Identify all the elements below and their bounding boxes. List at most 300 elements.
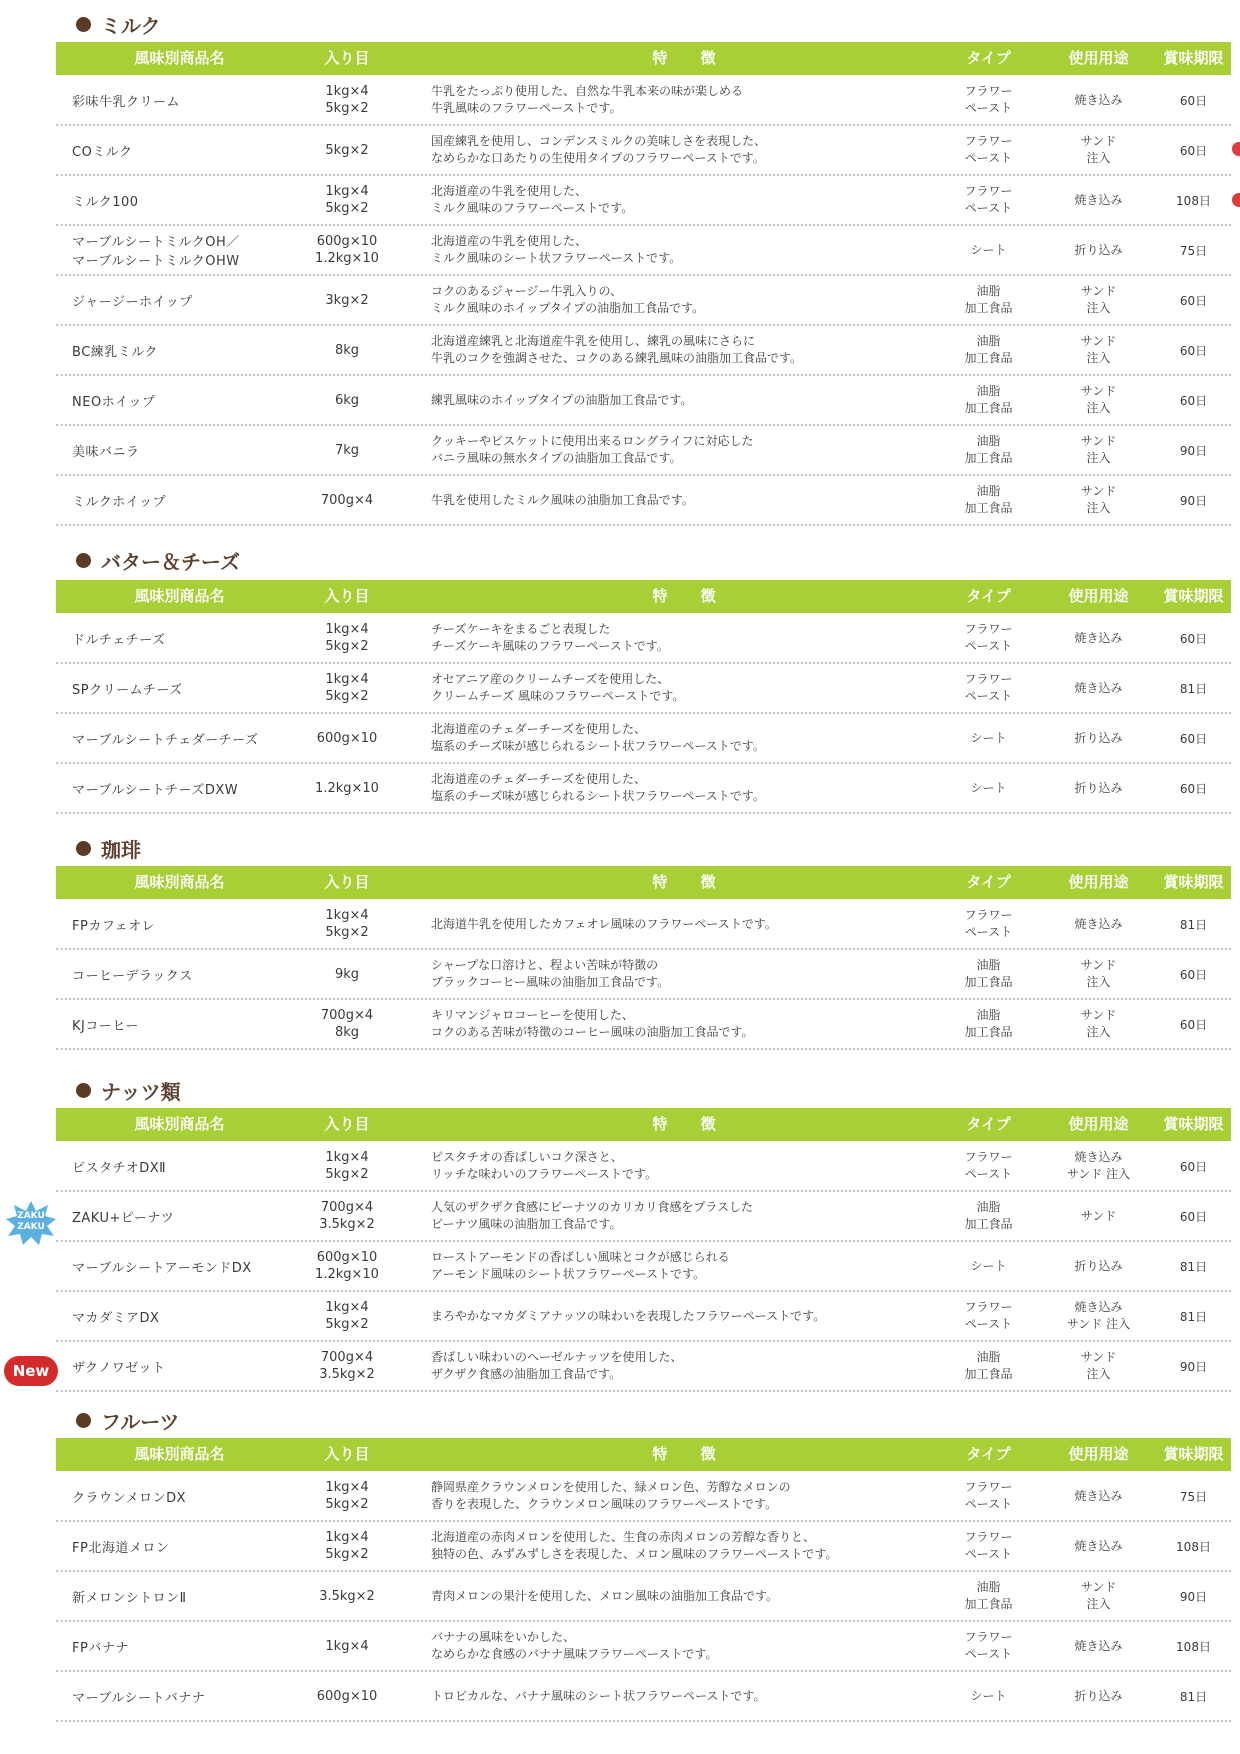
- pack-size-text: 700g×4: [320, 492, 374, 508]
- feature-text-text: 北海道産のチェダーチーズを使用した、 塩系のチーズ味が感じられるシート状フラワーペーストです。: [431, 722, 765, 753]
- bullet-icon: [76, 1413, 91, 1428]
- feature-text-text: 北海道産のチェダーチーズを使用した、 塩系のチーズ味が感じられるシート状フラワーペーストです。: [431, 772, 765, 803]
- pack-size: [281, 1242, 413, 1290]
- product-type-text: シート: [970, 1258, 1007, 1273]
- product-type-text: 油脂 加工食品: [964, 1350, 1013, 1381]
- feature-text-text: 香ばしい味わいのヘーゼルナッツを使用した、 ザクザク食感の油脂加工食品です。: [431, 1350, 683, 1381]
- usage: [1041, 1472, 1156, 1520]
- table-row: [56, 1000, 1231, 1050]
- section-title: [76, 832, 141, 864]
- product-name: [72, 1292, 287, 1340]
- header-use: 使用用途: [1068, 1445, 1129, 1463]
- product-type-text: フラワー ペースト: [964, 672, 1013, 703]
- usage: [1041, 1000, 1156, 1048]
- header-qty: 入り目: [324, 49, 370, 67]
- feature-text: [431, 1000, 951, 1048]
- usage: [1041, 1572, 1156, 1620]
- feature-text: [431, 276, 951, 324]
- feature-text: [431, 376, 951, 424]
- feature-text: [431, 950, 951, 998]
- product-type: [936, 664, 1041, 712]
- feature-text: [431, 900, 951, 948]
- bullet-icon: [76, 17, 91, 32]
- pack-size-text: 8kg: [334, 342, 360, 358]
- usage-text: 折り込み: [1074, 730, 1123, 745]
- product-type: [936, 1472, 1041, 1520]
- shelf-life: [1156, 714, 1231, 762]
- table-row: [56, 1192, 1231, 1242]
- feature-text-text: ローストアーモンドの香ばしい風味とコクが感じられる アーモンド風味のシート状フラワーペーストです。: [431, 1250, 730, 1281]
- usage-text: 焼き込み: [1074, 1488, 1123, 1503]
- table-row: [56, 950, 1231, 1000]
- product-type-text: フラワー ペースト: [964, 184, 1013, 215]
- feature-text-text: 北海道産の牛乳を使用した、 ミルク風味のフラワーペーストです。: [431, 184, 634, 215]
- feature-text: [431, 614, 951, 662]
- table-row: [56, 764, 1231, 814]
- feature-text-text: クッキーやビスケットに使用出来るロングライフに対応した バニラ風味の無水タイプの油脂加工食品です。: [431, 434, 754, 465]
- product-name: [72, 1522, 287, 1570]
- product-name: [72, 126, 287, 174]
- table-row: [56, 76, 1231, 126]
- feature-text: [431, 126, 951, 174]
- header-qty: 入り目: [324, 1115, 370, 1133]
- product-name: [72, 176, 287, 224]
- table-header: [56, 42, 1231, 75]
- usage-text: 焼き込み: [1074, 680, 1123, 695]
- product-type-text: 油脂 加工食品: [964, 1580, 1013, 1611]
- pack-size-text: 700g×4 3.5kg×2: [319, 1350, 375, 1382]
- usage: [1041, 1292, 1156, 1340]
- table-header: [56, 580, 1231, 613]
- product-type: [936, 714, 1041, 762]
- product-name-text: クラウンメロンDX: [72, 1490, 187, 1506]
- product-name-text: マーブルシートミルクOH／ マーブルシートミルクOHW: [72, 235, 240, 269]
- section-title: [76, 1404, 179, 1436]
- header-expiry: 賞味期限: [1163, 587, 1224, 605]
- product-name-text: FPカフェオレ: [72, 918, 156, 934]
- feature-text-text: 青肉メロンの果汁を使用した、メロン風味の油脂加工食品です。: [431, 1588, 779, 1603]
- shelf-life: [1156, 1192, 1231, 1240]
- product-type-text: フラワー ペースト: [964, 134, 1013, 165]
- product-type-text: フラワー ペースト: [964, 84, 1013, 115]
- shelf-life: [1156, 176, 1231, 224]
- product-type: [936, 276, 1041, 324]
- pack-size: [281, 126, 413, 174]
- shelf-life: [1156, 1622, 1231, 1670]
- feature-text-text: シャープな口溶けと、程よい苦味が特徴の ブラックコーヒー風味の油脂加工食品です。: [431, 958, 670, 989]
- header-type: タイプ: [966, 1445, 1011, 1463]
- header-type: タイプ: [966, 49, 1011, 67]
- shelf-life-text: 90日: [1179, 1359, 1208, 1374]
- table-header: [56, 1438, 1231, 1471]
- shelf-life-text: 60日: [1179, 631, 1208, 646]
- usage-text: サンド 注入: [1080, 958, 1117, 989]
- product-name-text: 彩味牛乳クリーム: [72, 94, 181, 110]
- product-type: [936, 426, 1041, 474]
- table-row: [56, 1142, 1231, 1192]
- product-name-text: ミルクホイップ: [72, 494, 166, 510]
- feature-text: [431, 1342, 951, 1390]
- product-type-text: フラワー ペースト: [964, 1530, 1013, 1561]
- pack-size: [281, 950, 413, 998]
- pack-size-text: 1kg×4 5kg×2: [325, 622, 369, 654]
- header-name: 風味別商品名: [134, 1445, 225, 1463]
- section-title: [76, 544, 240, 576]
- shelf-life: [1156, 614, 1231, 662]
- shelf-life-text: 60日: [1179, 781, 1208, 796]
- shelf-life-text: 60日: [1179, 731, 1208, 746]
- product-name: [72, 900, 287, 948]
- shelf-life: [1156, 1472, 1231, 1520]
- shelf-life-text: 60日: [1179, 1159, 1208, 1174]
- product-type: [936, 1242, 1041, 1290]
- shelf-life: [1156, 426, 1231, 474]
- feature-text: [431, 326, 951, 374]
- feature-text-text: 牛乳を使用したミルク風味の油脂加工食品です。: [431, 492, 694, 507]
- edge-mark-1: [1232, 142, 1240, 156]
- product-name: [72, 326, 287, 374]
- pack-size-text: 600g×10 1.2kg×10: [315, 234, 379, 266]
- product-name: [72, 1142, 287, 1190]
- pack-size-text: 1.2kg×10: [315, 780, 379, 796]
- shelf-life-text: 81日: [1179, 1259, 1208, 1274]
- feature-text: [431, 1142, 951, 1190]
- usage: [1041, 476, 1156, 524]
- new-badge: New: [4, 1356, 58, 1386]
- shelf-life: [1156, 76, 1231, 124]
- shelf-life-text: 60日: [1179, 1209, 1208, 1224]
- product-type-text: 油脂 加工食品: [964, 284, 1013, 315]
- product-type-text: フラワー ペースト: [964, 1480, 1013, 1511]
- shelf-life: [1156, 764, 1231, 812]
- usage: [1041, 376, 1156, 424]
- pack-size-text: 9kg: [334, 966, 360, 982]
- edge-mark-2: [1232, 193, 1240, 207]
- product-name-text: ピスタチオDXⅡ: [72, 1160, 167, 1176]
- table-row: [56, 126, 1231, 176]
- product-name: [72, 1192, 287, 1240]
- usage: [1041, 1342, 1156, 1390]
- pack-size: [281, 476, 413, 524]
- shelf-life: [1156, 376, 1231, 424]
- usage-text: 折り込み: [1074, 1688, 1123, 1703]
- section-title: [76, 8, 161, 40]
- table-row: [56, 1342, 1231, 1392]
- product-name: [72, 426, 287, 474]
- product-type: [936, 176, 1041, 224]
- feature-text: [431, 1622, 951, 1670]
- pack-size-text: 1kg×4 5kg×2: [325, 908, 369, 940]
- pack-size: [281, 1342, 413, 1390]
- shelf-life-text: 90日: [1179, 443, 1208, 458]
- product-type: [936, 1000, 1041, 1048]
- pack-size: [281, 326, 413, 374]
- header-qty: 入り目: [324, 1445, 370, 1463]
- pack-size-text: 600g×10: [316, 1688, 378, 1704]
- header-expiry: 賞味期限: [1163, 1445, 1224, 1463]
- pack-size-text: 700g×4 3.5kg×2: [319, 1200, 375, 1232]
- feature-text-text: まろやかなマカダミアナッツの味わいを表現したフラワーペーストです。: [431, 1308, 826, 1323]
- table-row: [56, 900, 1231, 950]
- section-title-text: ナッツ類: [101, 1079, 181, 1104]
- shelf-life: [1156, 1000, 1231, 1048]
- product-type-text: フラワー ペースト: [964, 622, 1013, 653]
- feature-text-text: 静岡県産クラウンメロンを使用した、緑メロン色、芳醇なメロンの 香りを表現した、クラウンメロン風味のフラワーペーストです。: [431, 1480, 791, 1511]
- feature-text-text: チーズケーキをまるごと表現した チーズケーキ風味のフラワーペーストです。: [431, 622, 669, 653]
- table-header: [56, 866, 1231, 899]
- pack-size: [281, 226, 413, 274]
- usage: [1041, 1672, 1156, 1720]
- product-name: [72, 1342, 287, 1390]
- feature-text-text: 北海道牛乳を使用したカフェオレ風味のフラワーペーストです。: [431, 916, 777, 931]
- feature-text: [431, 1192, 951, 1240]
- table-row: [56, 1522, 1231, 1572]
- product-type: [936, 326, 1041, 374]
- usage: [1041, 226, 1156, 274]
- product-name: [72, 950, 287, 998]
- usage-text: サンド 注入: [1080, 434, 1117, 465]
- pack-size: [281, 1622, 413, 1670]
- feature-text: [431, 176, 951, 224]
- product-type-text: 油脂 加工食品: [964, 384, 1013, 415]
- product-type: [936, 476, 1041, 524]
- header-use: 使用用途: [1068, 873, 1129, 891]
- usage: [1041, 664, 1156, 712]
- shelf-life-text: 75日: [1179, 1489, 1208, 1504]
- shelf-life-text: 75日: [1179, 243, 1208, 258]
- shelf-life-text: 81日: [1179, 1689, 1208, 1704]
- product-type-text: 油脂 加工食品: [964, 1008, 1013, 1039]
- table-row: [56, 276, 1231, 326]
- table-row: [56, 326, 1231, 376]
- pack-size-text: 3kg×2: [325, 292, 369, 308]
- product-name: [72, 1472, 287, 1520]
- shelf-life: [1156, 664, 1231, 712]
- product-type: [936, 1672, 1041, 1720]
- product-type-text: 油脂 加工食品: [964, 1200, 1013, 1231]
- product-type-text: フラワー ペースト: [964, 1630, 1013, 1661]
- pack-size-text: 5kg×2: [325, 142, 369, 158]
- pack-size: [281, 76, 413, 124]
- shelf-life-text: 60日: [1179, 1017, 1208, 1032]
- product-name: [72, 376, 287, 424]
- product-name: [72, 614, 287, 662]
- table-row: [56, 376, 1231, 426]
- shelf-life: [1156, 276, 1231, 324]
- pack-size-text: 6kg: [334, 392, 360, 408]
- header-name: 風味別商品名: [134, 1115, 225, 1133]
- feature-text-text: バナナの風味をいかした、 なめらかな食感のバナナ風味フラワーペーストです。: [431, 1630, 718, 1661]
- product-name: [72, 1572, 287, 1620]
- section-title-text: 珈琲: [101, 837, 141, 862]
- product-type: [936, 76, 1041, 124]
- section-title-text: フルーツ: [101, 1409, 180, 1434]
- header-feature: 特 徴: [652, 873, 730, 891]
- shelf-life-text: 108日: [1176, 193, 1211, 208]
- pack-size: [281, 764, 413, 812]
- header-feature: 特 徴: [652, 1115, 730, 1133]
- shelf-life-text: 90日: [1179, 493, 1208, 508]
- shelf-life: [1156, 900, 1231, 948]
- product-type-text: フラワー ペースト: [964, 1300, 1013, 1331]
- table-row: [56, 176, 1231, 226]
- section-title-text: バター＆チーズ: [101, 549, 240, 574]
- header-use: 使用用途: [1068, 1115, 1129, 1133]
- usage: [1041, 714, 1156, 762]
- product-name-text: FP北海道メロン: [72, 1540, 170, 1556]
- pack-size-text: 1kg×4: [325, 1638, 369, 1654]
- pack-size: [281, 1000, 413, 1048]
- shelf-life-text: 81日: [1179, 1309, 1208, 1324]
- table-header: [56, 1108, 1231, 1141]
- product-name-text: マーブルシートチーズDXW: [72, 782, 239, 798]
- feature-text-text: 練乳風味のホイップタイプの油脂加工食品です。: [431, 392, 693, 407]
- usage-text: サンド 注入: [1080, 1008, 1117, 1039]
- pack-size-text: 700g×4 8kg: [320, 1008, 374, 1040]
- pack-size: [281, 1292, 413, 1340]
- usage: [1041, 126, 1156, 174]
- table-row: [56, 1622, 1231, 1672]
- table-row: [56, 1292, 1231, 1342]
- product-name: [72, 76, 287, 124]
- pack-size-text: 1kg×4 5kg×2: [325, 1530, 369, 1562]
- feature-text: [431, 1472, 951, 1520]
- product-name-text: ジャージーホイップ: [72, 294, 193, 310]
- shelf-life: [1156, 950, 1231, 998]
- product-type-text: 油脂 加工食品: [964, 334, 1013, 365]
- usage-text: サンド 注入: [1080, 1580, 1117, 1611]
- usage: [1041, 1522, 1156, 1570]
- header-expiry: 賞味期限: [1163, 1115, 1224, 1133]
- header-use: 使用用途: [1068, 587, 1129, 605]
- feature-text: [431, 1522, 951, 1570]
- table-row: [56, 1572, 1231, 1622]
- pack-size-text: 1kg×4 5kg×2: [325, 84, 369, 116]
- table-row: [56, 476, 1231, 526]
- product-name: [72, 476, 287, 524]
- product-type: [936, 376, 1041, 424]
- feature-text-text: ピスタチオの香ばしいコク深さと、 リッチな味わいのフラワーペーストです。: [431, 1150, 657, 1181]
- pack-size-text: 3.5kg×2: [319, 1588, 375, 1604]
- feature-text: [431, 1242, 951, 1290]
- pack-size: [281, 1572, 413, 1620]
- usage-text: 焼き込み: [1074, 1638, 1123, 1653]
- usage-text: サンド 注入: [1080, 384, 1117, 415]
- bullet-icon: [76, 1083, 91, 1098]
- table-row: [56, 714, 1231, 764]
- pack-size-text: 600g×10: [316, 730, 378, 746]
- header-qty: 入り目: [324, 873, 370, 891]
- pack-size: [281, 1192, 413, 1240]
- product-name-text: ザクノワゼット: [72, 1360, 166, 1376]
- usage-text: サンド: [1080, 1208, 1117, 1223]
- product-name-text: ミルク100: [72, 194, 139, 210]
- shelf-life-text: 60日: [1179, 293, 1208, 308]
- feature-text-text: 北海道産の牛乳を使用した、 ミルク風味のシート状フラワーペーストです。: [431, 234, 682, 265]
- product-name-text: マカダミアDX: [72, 1310, 160, 1326]
- feature-text-text: 国産練乳を使用し、コンデンスミルクの美味しさを表現した、 なめらかな口あたりの生使用タイプのフラワーペーストです。: [431, 134, 767, 165]
- header-qty: 入り目: [324, 587, 370, 605]
- product-name: [72, 664, 287, 712]
- zaku-badge-label: ZAKU ZAKU: [17, 1211, 45, 1232]
- shelf-life-text: 60日: [1179, 393, 1208, 408]
- feature-text: [431, 714, 951, 762]
- usage-text: 焼き込み サンド 注入: [1066, 1300, 1131, 1331]
- pack-size-text: 1kg×4 5kg×2: [325, 184, 369, 216]
- feature-text: [431, 226, 951, 274]
- usage-text: サンド 注入: [1080, 484, 1117, 515]
- shelf-life-text: 90日: [1179, 1589, 1208, 1604]
- shelf-life: [1156, 1672, 1231, 1720]
- pack-size: [281, 614, 413, 662]
- shelf-life: [1156, 1342, 1231, 1390]
- usage-text: 折り込み: [1074, 1258, 1123, 1273]
- product-name: [72, 226, 287, 274]
- product-type-text: 油脂 加工食品: [964, 434, 1013, 465]
- zaku-zaku-badge: [6, 1201, 56, 1245]
- bullet-icon: [76, 841, 91, 856]
- header-expiry: 賞味期限: [1163, 873, 1224, 891]
- shelf-life-text: 108日: [1176, 1539, 1211, 1554]
- pack-size: [281, 276, 413, 324]
- feature-text-text: キリマンジャロコーヒーを使用した、 コクのある苦味が特徴のコーヒー風味の油脂加工食品です。: [431, 1008, 754, 1039]
- table-row: [56, 226, 1231, 276]
- shelf-life-text: 60日: [1179, 343, 1208, 358]
- product-name-text: SPクリームチーズ: [72, 682, 183, 698]
- feature-text: [431, 1572, 951, 1620]
- table-row: [56, 426, 1231, 476]
- usage: [1041, 1242, 1156, 1290]
- header-feature: 特 徴: [652, 587, 730, 605]
- usage: [1041, 950, 1156, 998]
- product-name-text: マーブルシートチェダーチーズ: [72, 732, 259, 748]
- table-row: [56, 1242, 1231, 1292]
- product-type: [936, 950, 1041, 998]
- product-name-text: ZAKU+ピーナツ: [72, 1210, 175, 1226]
- header-name: 風味別商品名: [134, 587, 225, 605]
- shelf-life: [1156, 1242, 1231, 1290]
- feature-text: [431, 1292, 951, 1340]
- product-name: [72, 1000, 287, 1048]
- table-row: [56, 664, 1231, 714]
- feature-text-text: 人気のザクザク食感にピーナツのカリカリ食感をプラスした ピーナツ風味の油脂加工食品です。: [431, 1200, 753, 1231]
- product-name: [72, 714, 287, 762]
- product-type-text: フラワー ペースト: [964, 1150, 1013, 1181]
- shelf-life-text: 81日: [1179, 681, 1208, 696]
- feature-text-text: コクのあるジャージー牛乳入りの、 ミルク風味のホイップタイプの油脂加工食品です。: [431, 284, 705, 315]
- product-name-text: COミルク: [72, 144, 133, 160]
- product-name: [72, 276, 287, 324]
- shelf-life: [1156, 1142, 1231, 1190]
- product-name-text: BC練乳ミルク: [72, 344, 159, 360]
- product-type: [936, 764, 1041, 812]
- pack-size: [281, 426, 413, 474]
- pack-size-text: 1kg×4 5kg×2: [325, 672, 369, 704]
- usage-text: サンド 注入: [1080, 334, 1117, 365]
- product-type-text: シート: [970, 242, 1007, 257]
- pack-size-text: 7kg: [334, 442, 360, 458]
- usage-text: サンド 注入: [1080, 284, 1117, 315]
- shelf-life: [1156, 1292, 1231, 1340]
- header-type: タイプ: [966, 873, 1011, 891]
- product-type: [936, 614, 1041, 662]
- product-type: [936, 1572, 1041, 1620]
- feature-text-text: トロピカルな、バナナ風味のシート状フラワーペーストです。: [431, 1688, 766, 1703]
- product-name-text: FPバナナ: [72, 1640, 129, 1656]
- usage-text: 焼き込み: [1074, 630, 1123, 645]
- product-name: [72, 764, 287, 812]
- usage-text: サンド 注入: [1080, 1350, 1117, 1381]
